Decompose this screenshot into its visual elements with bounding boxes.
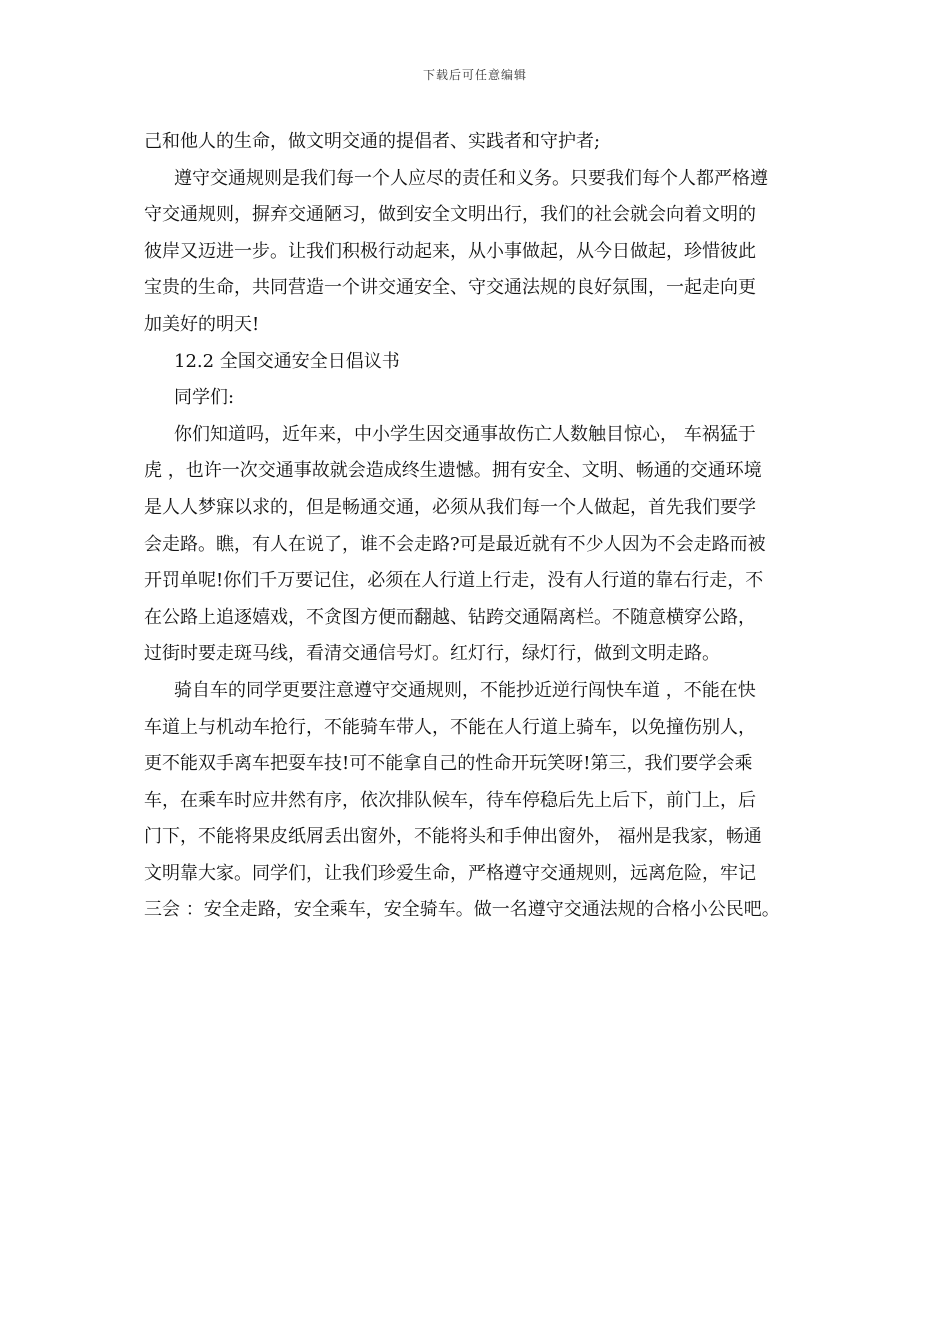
text-line: 更不能双手离车把耍车技!可不能拿自己的性命开玩笑呀!第三，我们要学会乘 [144,753,753,775]
text-line: 开罚单呢!你们千万要记住，必须在人行道上行走，没有人行道的靠右行走，不 [144,570,764,592]
text-line: 会走路。瞧，有人在说了，谁不会走路?可是最近就有不少人因为不会走路而被 [144,533,766,555]
text-line: 是人人梦寐以求的，但是畅通交通，必须从我们每一个人做起，首先我们要学 [144,496,756,518]
text-line: 你们知道吗，近年来，中小学生因交通事故伤亡人数触目惊心， 车祸猛于 [174,423,756,445]
text-line: 门下，不能将果皮纸屑丢出窗外，不能将头和手伸出窗外， 福州是我家，畅通 [144,826,762,848]
document-body [144,124,824,929]
text-line: 己和他人的生命，做文明交通的提倡者、实践者和守护者; [144,131,601,152]
text-line: 车道上与机动车抢行，不能骑车带人，不能在人行道上骑车，以免撞伤别人， [144,716,756,738]
text-line: 骑自车的同学更要注意遵守交通规则，不能抄近逆行闯快车道 ，不能在快 [174,679,756,701]
text-line: 加美好的明天! [144,313,260,335]
text-line: 宝贵的生命，共同营造一个讲交通安全、守交通法规的良好氛围，一起走向更 [144,277,756,299]
text-line: 车，在乘车时应井然有序，依次排队候车，待车停稳后先上后下，前门上，后 [144,789,756,811]
text-line: 遵守交通规则是我们每一个人应尽的责任和义务。只要我们每个人都严格遵 [174,167,768,189]
text-line: 三会 ：安全走路，安全乘车，安全骑车。做一名遵守交通法规的合格小公民吧。 [144,899,780,921]
text-line: 文明靠大家。同学们，让我们珍爱生命，严格遵守交通规则，远离危险，牢记 [144,862,756,884]
text-line: 过街时要走斑马线，看清交通信号灯。红灯行，绿灯行，做到文明走路。 [144,643,720,665]
text-line: 彼岸又迈进一步。让我们积极行动起来，从小事做起，从今日做起，珍惜彼此 [144,240,756,262]
text-line: 虎 ，也许一次交通事故就会造成终生遗憾。拥有安全、文明、畅通的交通环境 [144,460,762,482]
page-header: 下载后可任意编辑 [422,68,527,82]
text-line: 同学们: [174,387,235,409]
text-line: 12.2 全国交通安全日倡议书 [174,350,400,372]
text-line: 在公路上追逐嬉戏，不贪图方便而翻越、钻跨交通隔离栏。不随意横穿公路， [144,606,756,628]
text-line: 守交通规则，摒弃交通陋习，做到安全文明出行，我们的社会就会向着文明的 [144,204,756,226]
